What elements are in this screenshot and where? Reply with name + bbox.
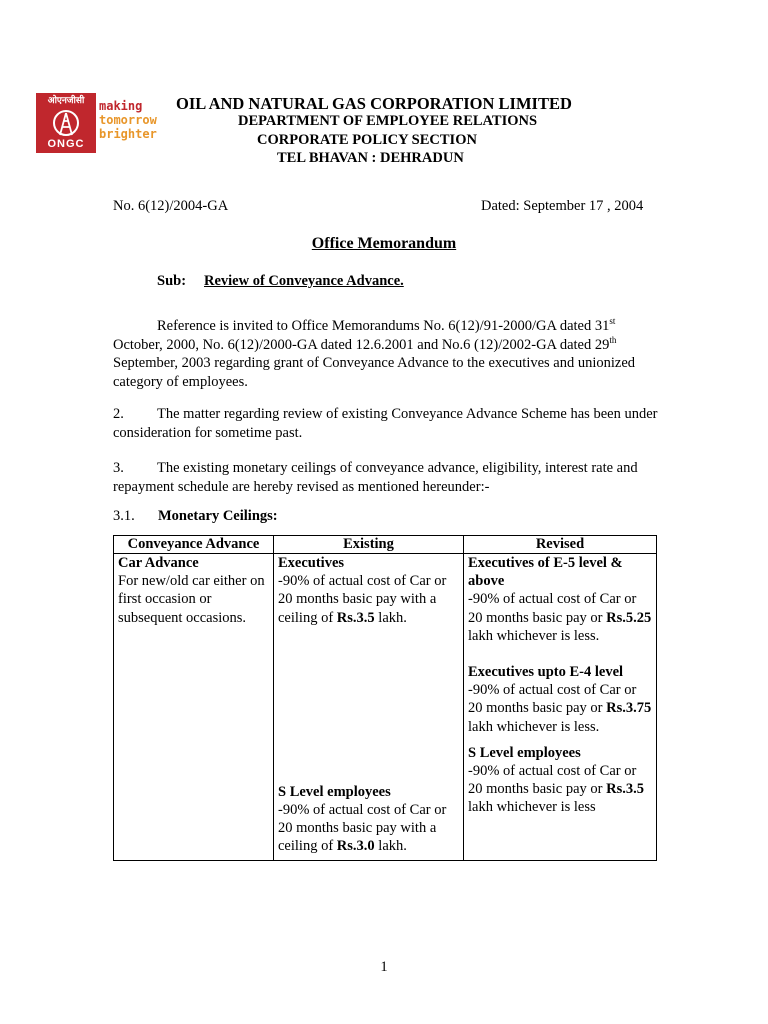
revised-e4-post: lakh whichever is less. xyxy=(468,718,600,735)
existing-s-pre: -90% of actual cost of Car or 20 months basic pay with a ceiling of xyxy=(278,802,447,855)
header-existing: Existing xyxy=(274,536,464,554)
revised-e4-pre: -90% of actual cost of Car or 20 months basic pay or xyxy=(468,682,637,717)
cell-car-advance xyxy=(114,554,274,861)
reference-number: No. 6(12)/2004-GA xyxy=(113,198,229,214)
logo-tagline-1: making xyxy=(99,99,143,113)
revised-s-pre: -90% of actual cost of Car or 20 months basic pay or xyxy=(468,763,637,798)
car-advance-title: Car Advance xyxy=(118,555,199,571)
revised-e5-post: lakh whichever is less. xyxy=(468,627,600,644)
existing-s-amount: Rs.3.0 xyxy=(336,838,375,855)
oil-rig-icon xyxy=(50,109,82,137)
para2-text: The matter regarding review of existing Conveyance Advance Scheme has been under consideration for sometime past. xyxy=(113,406,658,441)
revised-s-text xyxy=(468,762,652,817)
para3-text: The existing monetary ceilings of conveyance advance, eligibility, interest rate and repayment schedule are hereby revised as mentioned hereunder:- xyxy=(113,460,638,495)
revised-e5-amount: Rs.5.25 xyxy=(606,609,652,626)
page-number: 1 xyxy=(380,959,388,975)
para1-sup-1: st xyxy=(609,316,616,327)
table-row xyxy=(114,554,657,861)
para2-number: 2. xyxy=(113,406,124,422)
header-revised: Revised xyxy=(464,536,657,554)
logo-hindi-text: ओएनजीसी xyxy=(47,96,85,106)
paragraph-2 xyxy=(113,405,658,442)
section-name: CORPORATE POLICY SECTION xyxy=(257,132,477,148)
logo-tagline-3: brighter xyxy=(99,127,157,141)
monetary-ceilings-table xyxy=(113,535,657,861)
cell-revised xyxy=(464,554,657,861)
company-name: OIL AND NATURAL GAS CORPORATION LIMITED xyxy=(176,94,572,113)
para3-number: 3. xyxy=(113,460,124,476)
para1-sup-2: th xyxy=(609,334,617,345)
memo-title: Office Memorandum xyxy=(311,235,457,252)
logo-brand: ONGC xyxy=(47,138,85,150)
car-advance-desc: For new/old car either on first occasion or subsequent occasions. xyxy=(118,573,265,626)
table-header-row xyxy=(114,536,657,554)
subject-label: Sub: xyxy=(157,273,187,289)
office-address: TEL BHAVAN : DEHRADUN xyxy=(277,150,464,166)
ongc-logo xyxy=(36,93,166,153)
revised-s-post: lakh whichever is less xyxy=(468,799,596,816)
revised-e4-amount: Rs.3.75 xyxy=(606,700,652,717)
revised-e4-text xyxy=(468,681,652,736)
cell-existing xyxy=(274,554,464,861)
paragraph-1 xyxy=(113,317,658,391)
header-conveyance-advance: Conveyance Advance xyxy=(114,536,274,554)
existing-exec-text xyxy=(278,572,459,627)
existing-exec-amount: Rs.3.5 xyxy=(336,609,375,626)
logo-emblem xyxy=(36,93,96,153)
revised-e5-text xyxy=(468,590,652,645)
section-title: Monetary Ceilings: xyxy=(158,508,278,524)
revised-e4-title: Executives upto E-4 level xyxy=(468,664,624,681)
department-name: DEPARTMENT OF EMPLOYEE RELATIONS xyxy=(238,113,538,129)
existing-s-title: S Level employees xyxy=(278,783,391,800)
para1-part-c: September, 2003 regarding grant of Conveyance Advance to the executives and unionized category of employees. xyxy=(113,355,636,390)
para1-part-b: October, 2000, No. 6(12)/2000-GA dated 12.6.2001 and No.6 (12)/2002-GA dated 29 xyxy=(113,336,610,353)
para1-part-a: Reference is invited to Office Memorandums No. 6(12)/91-2000/GA dated 31 xyxy=(157,318,610,334)
revised-s-title: S Level employees xyxy=(468,744,581,761)
revised-s-amount: Rs.3.5 xyxy=(606,781,645,798)
existing-exec-title: Executives xyxy=(278,555,345,571)
subject-text: Review of Conveyance Advance. xyxy=(204,273,404,289)
existing-exec-pre: -90% of actual cost of Car or 20 months basic pay with a ceiling of xyxy=(278,573,447,626)
section-number: 3.1. xyxy=(113,508,135,524)
logo-tagline-2: tomorrow xyxy=(99,113,157,127)
section-heading xyxy=(113,508,278,525)
revised-e5-title: Executives of E-5 level & above xyxy=(468,555,623,590)
existing-s-post: lakh. xyxy=(374,838,407,855)
logo-tagline xyxy=(96,93,164,153)
paragraph-3 xyxy=(113,459,658,496)
existing-s-text xyxy=(278,801,459,856)
revised-e5-pre: -90% of actual cost of Car or 20 months basic pay or xyxy=(468,591,637,626)
existing-exec-post: lakh. xyxy=(374,609,407,626)
memo-date: Dated: September 17 , 2004 xyxy=(481,198,644,214)
